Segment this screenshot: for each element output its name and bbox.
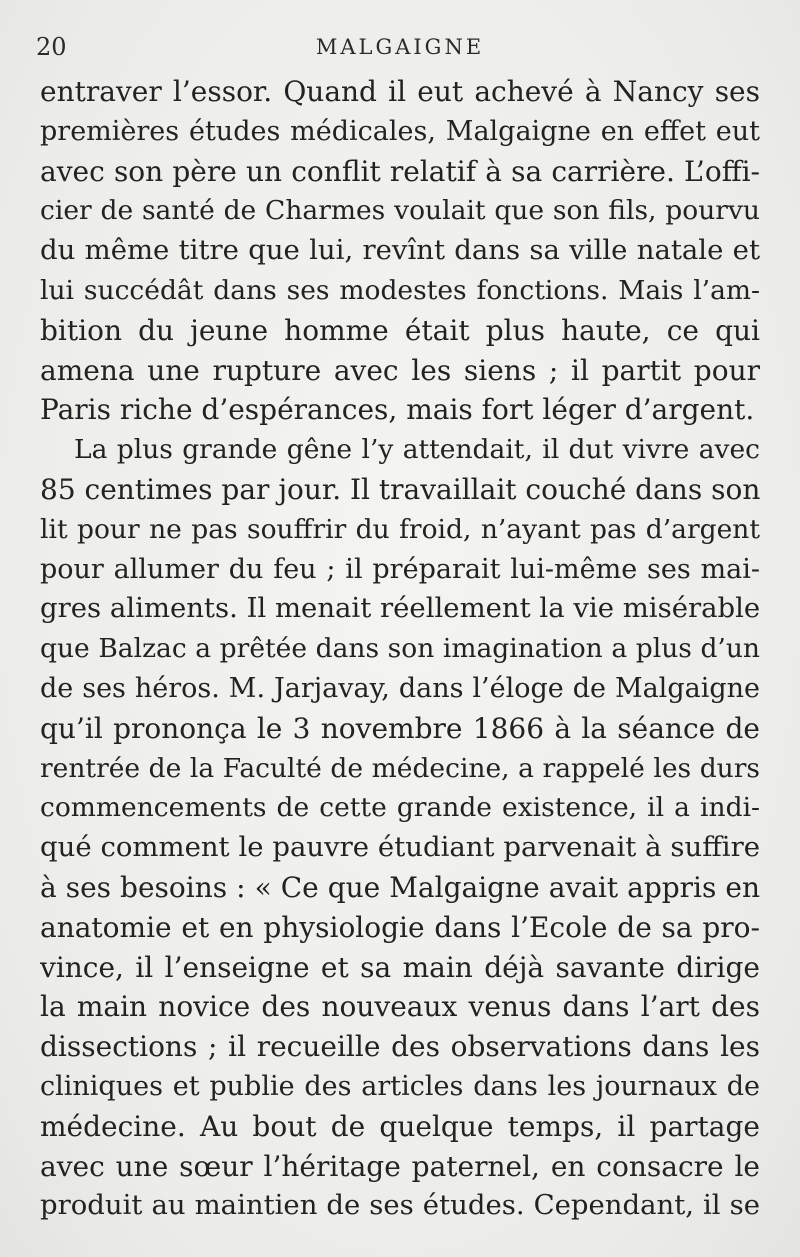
text-line: que Balzac a prêtée dans son imagination a plus d’un xyxy=(40,633,760,665)
body-text xyxy=(40,72,760,1226)
text-line: médecine. Au bout de quelque temps, il partage xyxy=(40,1109,760,1143)
text-line: qu’il prononça le 3 novembre 1866 à la séance de xyxy=(40,711,760,745)
text-line: à ses besoins : « Ce que Malgaigne avait appris en xyxy=(40,870,760,904)
text-line: bition du jeune homme était plus haute, ce qui xyxy=(40,313,760,347)
text-line: rentrée de la Faculté de médecine, a rappelé les durs xyxy=(40,752,760,784)
paragraph-1 xyxy=(40,72,760,430)
page-number: 20 xyxy=(36,33,67,61)
text-line: 85 centimes par jour. Il travaillait couché dans son xyxy=(40,472,760,506)
text-line: gres aliments. Il menait réellement la vie misérable xyxy=(40,592,760,625)
text-line: avec son père un conflit relatif à sa carrière. L’offi- xyxy=(40,154,760,188)
text-line: de ses héros. M. Jarjavay, dans l’éloge de Malgaigne xyxy=(40,672,760,704)
text-line: dissections ; il recueille des observations dans les xyxy=(40,1030,760,1064)
text-line: avec une sœur l’héritage paternel, en consacre le xyxy=(40,1149,760,1183)
text-line: lui succédât dans ses modestes fonctions. Mais l’am- xyxy=(40,274,760,306)
text-line: pour allumer du feu ; il préparait lui-même ses mai- xyxy=(40,553,760,585)
paragraph-2 xyxy=(40,430,760,1226)
text-line: la main novice des nouveaux venus dans l’art des xyxy=(40,990,760,1024)
text-line: produit au maintien de ses études. Cependant, il se xyxy=(40,1189,760,1222)
text-line: cliniques et publie des articles dans les journaux de xyxy=(40,1070,760,1102)
text-line: commencements de cette grande existence, il a indi- xyxy=(40,792,760,824)
text-line: entraver l’essor. Quand il eut achevé à Nancy ses xyxy=(40,75,760,108)
text-line: anatomie et en physiologie dans l’Ecole de sa pro- xyxy=(40,910,760,944)
text-line: cier de santé de Charmes voulait que son fils, pourvu xyxy=(40,195,760,227)
text-line: vince, il l’enseigne et sa main déjà savante dirige xyxy=(40,950,760,984)
text-line: qué comment le pauvre étudiant parvenait à suffire xyxy=(40,831,760,864)
text-line: du même titre que lui, revînt dans sa ville natale et xyxy=(40,234,760,267)
text-line: premières études médicales, Malgaigne en effet eut xyxy=(40,115,760,147)
text-line: amena une rupture avec les siens ; il partit pour xyxy=(40,353,760,387)
running-title: MALGAIGNE xyxy=(315,35,485,59)
text-line: La plus grande gêne l’y attendait, il dut vivre avec xyxy=(74,434,760,466)
text-line: Paris riche d’espérances, mais fort léger d’argent. xyxy=(40,393,755,427)
text-line: lit pour ne pas souffrir du froid, n’ayant pas d’argent xyxy=(40,513,760,545)
